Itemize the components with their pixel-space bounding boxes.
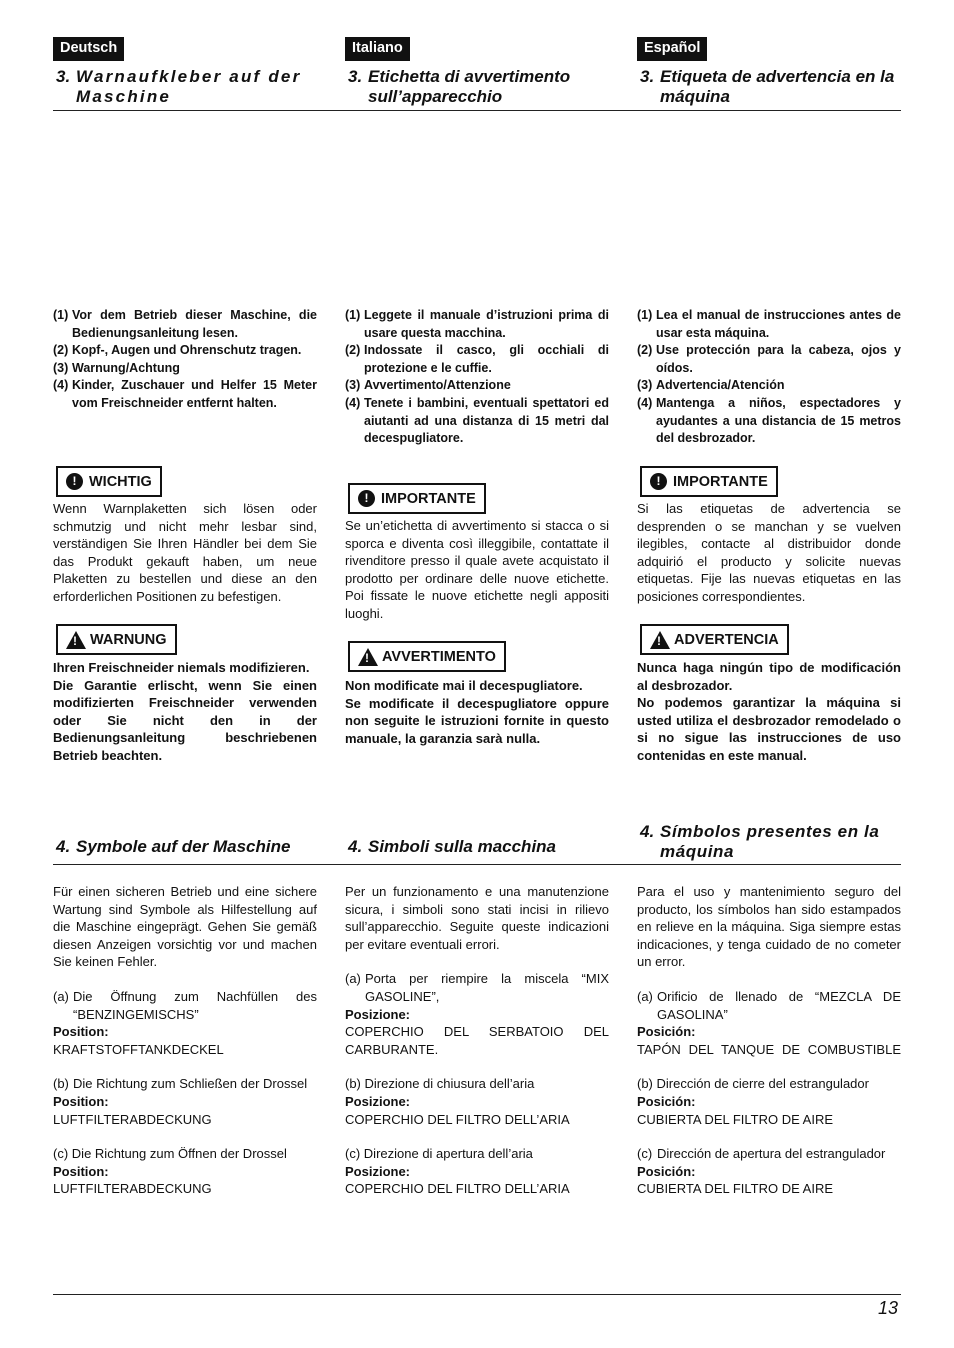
symbol-item: (a) Orificio de llenado de “MEZCLA DE GASOLINA”	[637, 988, 901, 1022]
section-number: 4.	[640, 822, 655, 841]
section-title-text: Symbole auf der Maschine	[76, 837, 291, 856]
symbols-intro: Para el uso y mantenimiento seguro del producto, los símbolos han sido estampados en relieve en la máquina. Siga siempre estas indicaciones, y tenga cuidado de no cometer un error.	[637, 884, 901, 970]
section-title-text: Etiqueta de advertencia en la máquina	[660, 67, 895, 106]
list-item: (3) Warnung/Achtung	[53, 360, 180, 375]
important-notice-de	[56, 466, 162, 497]
notice-label: WARNUNG	[90, 631, 167, 648]
important-text-es: Si las etiquetas de advertencia se desprenden o se manchan y se vuelven ilegibles, contacte al distribuidor donde adquirió el producto y solicite nuevas etiquetas. Fije las nuevas etiquetas en las posiciones correspondientes.	[637, 501, 901, 604]
warning-triangle-icon: !	[650, 631, 670, 649]
section-3-title-it	[345, 67, 609, 107]
list-item: (2) Indossate il casco, gli occhiali di protezione e le cuffie.	[345, 343, 609, 375]
symbol-item: (c) Dirección de apertura del estrangulador	[637, 1146, 886, 1162]
section-number: 3.	[348, 67, 363, 86]
symbols-block-de: Für einen sicheren Betrieb und eine sichere Wartung sind Symbole als Hilfestellung auf die Maschine eingeprägt. Gehen Sie gemäß diesen Anzeigen vorsichtig vor und machen Sie keinen Fehler. (a) Die Öffnung zum Nachfüllen des “BENZINGEMISCHS” Position: KRAFTSTOFFTANKDECKEL (b) Die Richtung zum Schließen der Drossel Position: LUFTFILTERABDECKUNG (c) Die Richtung zum Öffnen der Drossel Position: LUFTFILTERABDECKUNG	[53, 884, 317, 1197]
list-item: (4) Mantenga a niños, espectadores y ayudantes a una distancia de 15 metros del desbrozador.	[637, 395, 901, 446]
section-4-rule	[53, 864, 901, 865]
section-title-text: Simboli sulla macchina	[368, 837, 557, 856]
important-text-it: Se un’etichetta di avvertimento si stacca o si sporca e diventa così illeggibile, contattate il rivenditore presso il quale avete acquistato il prodotto per ordinare delle nuove etichette. Poi fissate le nuove etichette negli appositi luoghi.	[345, 518, 609, 621]
warning-label-list-de	[53, 307, 317, 413]
symbols-block-it: Per un funzionamento e una manutenzione sicura, i simboli sono stati incisi in rilievo sull’apparecchio. Seguite queste indicazioni per evitare eventuali errori. (a) Porta per riempire la miscela “MIX GASOLINE”, Posizione: COPERCHIO DEL SERBATOIO DEL CARBURANTE. (b) Direzione di chiusura dell’aria Posizione: COPERCHIO DEL FILTRO DELL’ARIA (c) Direzione di apertura dell’aria Posizione: COPERCHIO DEL FILTRO DELL’ARIA	[345, 884, 609, 1197]
warning-text-es: Nunca haga ningún tipo de modificación al desbrozador. No podemos garantizar la máquina si usted utiliza el desbrozador remodelado o si no sigue las instrucciones de uso contenidas en este manual.	[637, 660, 901, 763]
section-number: 4.	[348, 837, 363, 856]
warning-triangle-icon: !	[358, 648, 378, 666]
notice-label: AVVERTIMENTO	[382, 648, 496, 665]
symbols-block-es: Para el uso y mantenimiento seguro del producto, los símbolos han sido estampados en relieve en la máquina. Siga siempre estas indicaciones, y tenga cuidado de no cometer un error. (a) Orificio de llenado de “MEZCLA DE GASOLINA” Posición: TAPÓN DEL TANQUE DE COMBUSTIBLE (b) Dirección de cierre del estrangulador Posición: CUBIERTA DEL FILTRO DE AIRE (c) Dirección de apertura del estrangulador Posición: CUBIERTA DEL FILTRO DE AIRE	[637, 884, 901, 1197]
lang-tab-italiano: Italiano	[345, 37, 410, 61]
notice-label: ADVERTENCIA	[674, 631, 779, 648]
section-3-title-de	[53, 67, 317, 107]
warning-text-it: Non modificate mai il decespugliatore. Se modificate il decespugliatore oppure non seguite le istruzioni fornite in questo manuale, la garanzia sarà nulla.	[345, 678, 609, 746]
symbol-item: (c) Direzione di apertura dell’aria	[345, 1146, 533, 1162]
list-item: (3) Avvertimento/Attenzione	[345, 378, 511, 393]
section-title-text: Etichetta di avvertimento sull’apparecchio	[368, 67, 571, 106]
section-title-text: Warnaufkleber auf der Maschine	[76, 67, 302, 106]
list-item: (1) Lea el manual de instrucciones antes de usar esta máquina.	[637, 308, 901, 340]
footer-rule	[53, 1294, 901, 1295]
section-number: 3.	[640, 67, 655, 86]
warning-label-list-it	[345, 307, 609, 448]
list-item: (1) Leggete il manuale d’istruzioni prima di usare questa macchina.	[345, 308, 609, 340]
symbol-item: (b) Direzione di chiusura dell’aria	[345, 1076, 535, 1092]
list-item: (4) Kinder, Zuschauer und Helfer 15 Meter vom Freischneider entfernt halten.	[53, 378, 317, 410]
important-notice-it	[348, 483, 486, 514]
warning-notice-it	[348, 641, 506, 672]
list-item: (4) Tenete i bambini, eventuali spettatori ed aiutanti ad una distanza di 15 metri dal decespugliatore.	[345, 395, 609, 446]
notice-label: IMPORTANTE	[381, 490, 476, 507]
warning-notice-de	[56, 624, 177, 655]
symbol-item: (c) Die Richtung zum Öffnen der Drossel	[53, 1146, 287, 1162]
page-number: 13	[877, 1298, 898, 1318]
notice-label: WICHTIG	[89, 473, 152, 490]
symbol-item: (a) Porta per riempire la miscela “MIX GASOLINE”,	[345, 971, 609, 1004]
symbol-item: (a) Die Öffnung zum Nachfüllen des “BENZINGEMISCHS”	[53, 988, 317, 1022]
warning-text-de: Ihren Freischneider niemals modifizieren. Die Garantie erlischt, wenn Sie einen modifizierten Freischneider verwenden oder Sie nicht den in der Bedienungsanleitung beschriebenen Betrieb beachten.	[53, 660, 317, 763]
section-title-text: Símbolos presentes en la máquina	[660, 822, 880, 861]
warning-label-list-es	[637, 307, 901, 448]
section-3-title-es	[637, 67, 901, 107]
list-item: (2) Kopf-, Augen und Ohrenschutz tragen.	[53, 343, 302, 358]
symbol-item: (b) Dirección de cierre del estrangulador	[637, 1076, 869, 1092]
section-number: 4.	[56, 837, 71, 856]
exclamation-icon: !	[650, 473, 667, 490]
exclamation-icon: !	[66, 473, 83, 490]
section-4-title-it	[345, 837, 609, 857]
warning-notice-es	[640, 624, 789, 655]
section-4-title-es	[637, 822, 901, 862]
list-item: (2) Use protección para la cabeza, ojos y oídos.	[637, 343, 901, 375]
symbol-item: (b) Die Richtung zum Schließen der Drossel	[53, 1076, 308, 1092]
section-4-title-de	[53, 837, 317, 857]
warning-triangle-icon: !	[66, 631, 86, 649]
section-3-rule	[53, 110, 901, 111]
section-number: 3.	[56, 67, 71, 86]
symbols-intro: Für einen sicheren Betrieb und eine sichere Wartung sind Symbole als Hilfestellung auf die Maschine eingeprägt. Gehen Sie gemäß diesen Anzeigen vorsichtig vor und machen Sie keinen Fehler.	[53, 884, 317, 970]
symbols-intro: Per un funzionamento e una manutenzione sicura, i simboli sono stati incisi in rilievo sull’apparecchio. Seguite queste indicazioni per evitare eventuali errori.	[345, 884, 609, 952]
notice-label: IMPORTANTE	[673, 473, 768, 490]
lang-tab-espanol: Español	[637, 37, 707, 61]
exclamation-icon: !	[358, 490, 375, 507]
important-text-de: Wenn Warnplaketten sich lösen oder schmutzig und nicht mehr lesbar sind, verständigen Sie Ihren Händler bei dem Sie das Produkt gekauft haben, um neue Plaketten zu bestellen und diese an den erforderlichen Positionen zu befestigen.	[53, 501, 317, 604]
important-notice-es	[640, 466, 778, 497]
lang-tab-deutsch: Deutsch	[53, 37, 124, 61]
list-item: (1) Vor dem Betrieb dieser Maschine, die Bedienungsanleitung lesen.	[53, 308, 317, 340]
list-item: (3) Advertencia/Atención	[637, 378, 785, 393]
